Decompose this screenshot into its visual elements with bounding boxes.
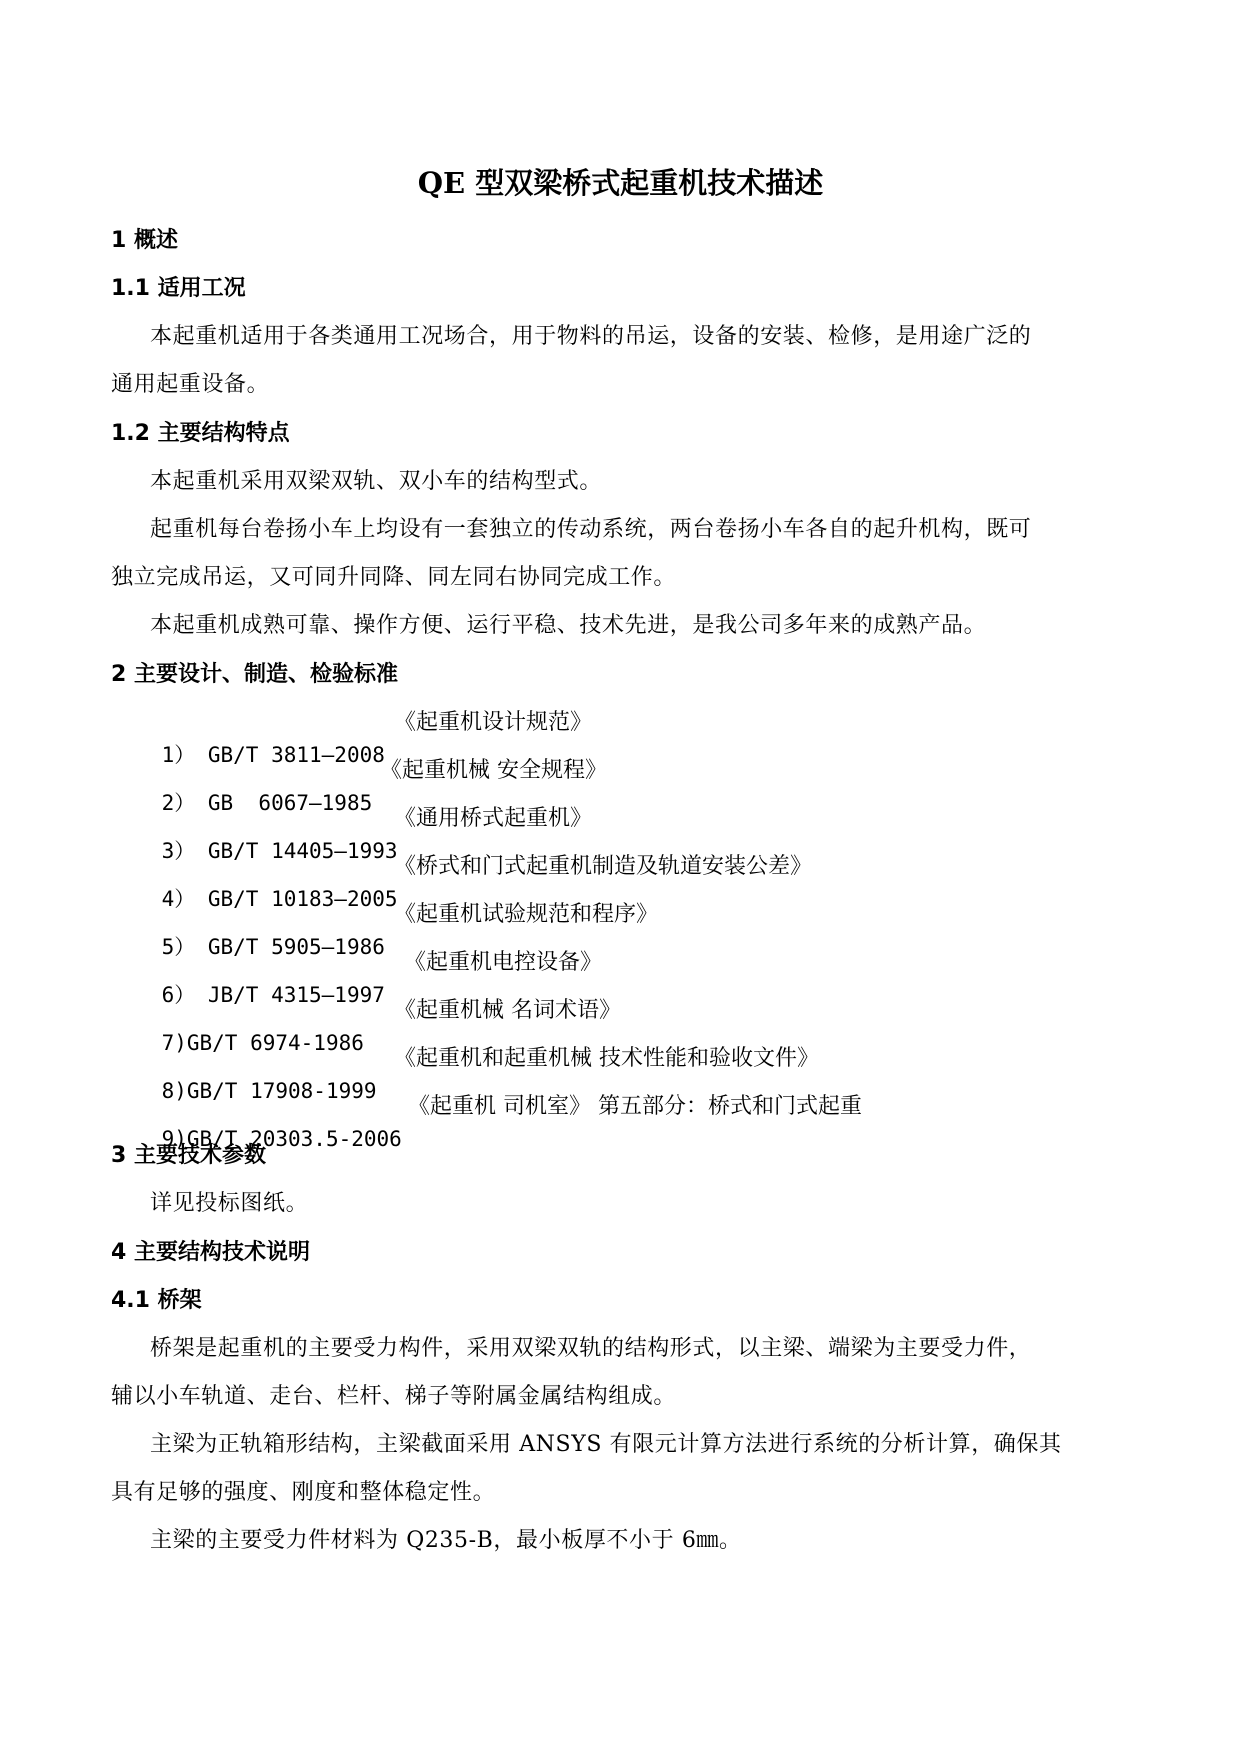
paragraph-4-1-b-line-1: 主梁为正轨箱形结构，主梁截面采用 ANSYS 有限元计算方法进行系统的分析计算，确保其 bbox=[150, 1432, 1062, 1457]
paragraph-1-2-b-line-1: 起重机每台卷扬小车上均设有一套独立的传动系统，两台卷扬小车各自的起升机构，既可 bbox=[150, 517, 1032, 542]
standard-name: 《起重机械 安全规程》 bbox=[380, 758, 607, 783]
standard-name: 《起重机械 名词术语》 bbox=[394, 998, 621, 1023]
standard-code: 6） JB/T 4315—1997 bbox=[161, 983, 385, 1007]
standard-name: 《起重机试验规范和程序》 bbox=[394, 902, 659, 927]
paragraph-1-2-c: 本起重机成熟可靠、操作方便、运行平稳、技术先进，是我公司多年来的成熟产品。 bbox=[150, 613, 987, 638]
heading-1: 1 概述 bbox=[111, 228, 178, 253]
paragraph-1-1-line-1: 本起重机适用于各类通用工况场合，用于物料的吊运，设备的安装、检修，是用途广泛的 bbox=[150, 324, 1032, 349]
paragraph-1-1-line-2: 通用起重设备。 bbox=[111, 372, 270, 397]
standard-code: 7)GB/T 6974-1986 bbox=[161, 1031, 364, 1055]
standard-name: 《通用桥式起重机》 bbox=[394, 806, 593, 831]
paragraph-4-1-a-line-2: 辅以小车轨道、走台、栏杆、梯子等附属金属结构组成。 bbox=[111, 1384, 677, 1409]
paragraph-4-1-a-line-1: 桥架是起重机的主要受力构件，采用双梁双轨的结构形式，以主梁、端梁为主要受力件， bbox=[150, 1336, 1032, 1361]
heading-4-1: 4.1 桥架 bbox=[111, 1288, 202, 1313]
standard-code: 2） GB 6067—1985 bbox=[161, 791, 373, 815]
heading-3: 3 主要技术参数 bbox=[111, 1143, 266, 1168]
heading-4: 4 主要结构技术说明 bbox=[111, 1240, 310, 1265]
paragraph-4-1-c: 主梁的主要受力件材料为 Q235-B，最小板厚不小于 6㎜。 bbox=[150, 1528, 742, 1553]
document-title: QE 型双梁桥式起重机技术描述 bbox=[417, 166, 824, 200]
standard-name: 《起重机电控设备》 bbox=[404, 950, 603, 975]
paragraph-3: 详见投标图纸。 bbox=[150, 1191, 309, 1216]
heading-1-1: 1.1 适用工况 bbox=[111, 276, 246, 301]
standard-code: 5） GB/T 5905—1986 bbox=[161, 935, 385, 959]
paragraph-1-2-b-line-2: 独立完成吊运，又可同升同降、同左同右协同完成工作。 bbox=[111, 565, 677, 590]
heading-2: 2 主要设计、制造、检验标准 bbox=[111, 662, 398, 687]
standard-code: 1） GB/T 3811—2008 bbox=[161, 743, 385, 767]
standard-code: 4） GB/T 10183—2005 bbox=[161, 887, 398, 911]
standard-code: 3） GB/T 14405—1993 bbox=[161, 839, 398, 863]
paragraph-1-2-a: 本起重机采用双梁双轨、双小车的结构型式。 bbox=[150, 469, 603, 494]
standard-name: 《桥式和门式起重机制造及轨道安装公差》 bbox=[394, 854, 813, 879]
paragraph-4-1-b-line-2: 具有足够的强度、刚度和整体稳定性。 bbox=[111, 1480, 496, 1505]
standard-name: 《起重机设计规范》 bbox=[394, 710, 593, 735]
standard-code: 9)GB/T 20303.5-2006 bbox=[161, 1127, 402, 1151]
heading-1-2: 1.2 主要结构特点 bbox=[111, 421, 290, 446]
standard-name: 《起重机 司机室》 第五部分：桥式和门式起重 bbox=[408, 1094, 862, 1119]
standard-name: 《起重机和起重机械 技术性能和验收文件》 bbox=[394, 1046, 819, 1071]
standard-code: 8)GB/T 17908-1999 bbox=[161, 1079, 377, 1103]
